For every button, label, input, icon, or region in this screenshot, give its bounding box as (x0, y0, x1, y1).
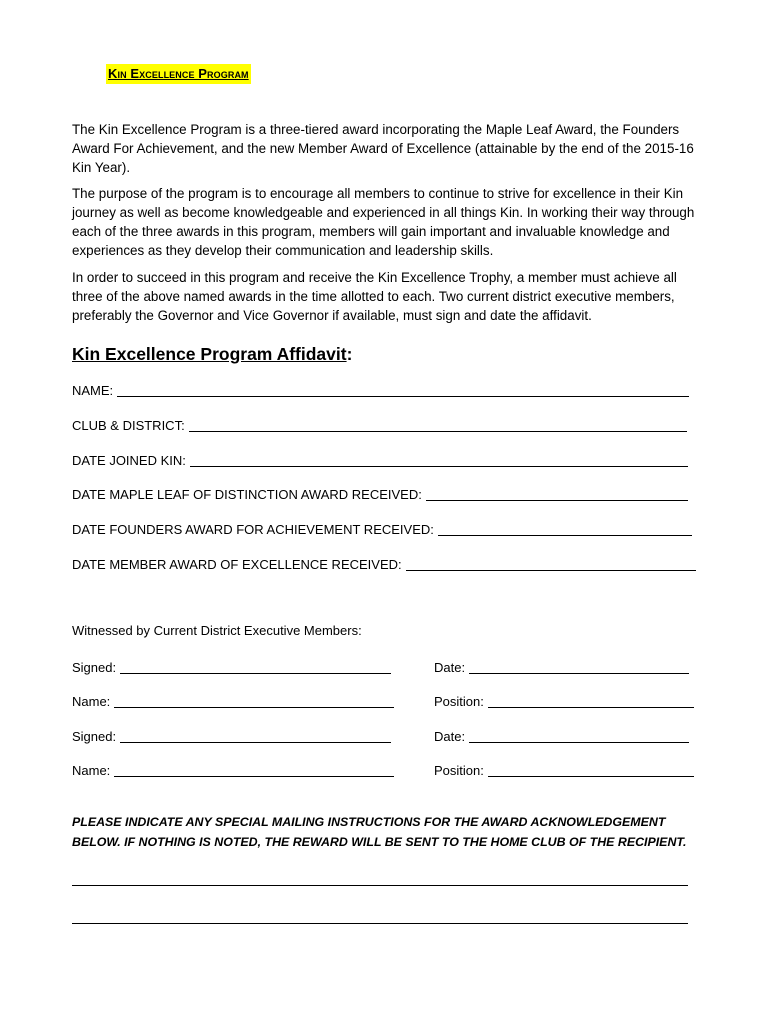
affidavit-title (72, 342, 352, 366)
witness2-position-line[interactable] (488, 764, 694, 777)
club-district-field (72, 415, 687, 435)
member-award-date-field (72, 554, 696, 574)
club-district-field-label: CLUB & DISTRICT: (72, 418, 185, 433)
witness2-date-label: Date: (434, 729, 466, 744)
witness1-date-line[interactable] (469, 661, 689, 674)
affidavit-title-colon: : (346, 344, 353, 364)
name-field-label: NAME: (72, 383, 114, 398)
witness2-signed-label: Signed: (72, 729, 117, 744)
witness2-name-label: Name: (72, 763, 111, 778)
maple-leaf-date-field-line[interactable] (426, 488, 688, 501)
name-field (72, 380, 689, 400)
mailing-instructions-notice: PLEASE INDICATE ANY SPECIAL MAILING INSTRUCTIONS FOR THE AWARD ACKNOWLEDGEMENT BELOW. IF NOTHING IS NOTED, THE REWARD WILL BE SENT TO THE HOME CLUB OF THE RECIPIENT. (72, 815, 687, 849)
mailing-instructions-line-2[interactable] (72, 923, 688, 924)
witness1-date-field (434, 657, 689, 677)
witness1-name-field (72, 691, 394, 711)
club-district-field-line[interactable] (189, 419, 687, 432)
witness2-date-line[interactable] (469, 730, 689, 743)
witness1-date-label: Date: (434, 660, 466, 675)
affidavit-title-text: Kin Excellence Program Affidavit (72, 344, 347, 364)
witness2-position-label: Position: (434, 763, 484, 778)
witness1-signed-field (72, 657, 391, 677)
maple-leaf-date-field (72, 484, 688, 504)
maple-leaf-date-field-label: DATE MAPLE LEAF OF DISTINCTION AWARD RECEIVED: (72, 487, 422, 502)
witness2-signed-field (72, 726, 391, 746)
date-joined-field-label: DATE JOINED KIN: (72, 453, 186, 468)
witness1-position-label: Position: (434, 694, 484, 709)
witness1-signed-label: Signed: (72, 660, 117, 675)
founders-award-date-field-label: DATE FOUNDERS AWARD FOR ACHIEVEMENT RECEIVED: (72, 522, 434, 537)
date-joined-field (72, 450, 688, 470)
founders-award-date-field-line[interactable] (438, 523, 692, 536)
witness2-name-line[interactable] (114, 764, 394, 777)
witness1-position-field (434, 691, 694, 711)
witness1-position-line[interactable] (488, 695, 694, 708)
witness2-date-field (434, 726, 689, 746)
intro-paragraph: The Kin Excellence Program is a three-tiered award incorporating the Maple Leaf Award, the Founders Award For Achievement, and the new Member Award of Excellence (attainable by the end of the 2015-16 Kin Year). (72, 122, 694, 175)
mailing-instructions-line-1[interactable] (72, 885, 688, 886)
witness2-name-field (72, 760, 394, 780)
member-award-date-field-label: DATE MEMBER AWARD OF EXCELLENCE RECEIVED: (72, 557, 402, 572)
witness1-name-line[interactable] (114, 695, 394, 708)
member-award-date-field-line[interactable] (406, 558, 696, 571)
requirements-paragraph: In order to succeed in this program and receive the Kin Excellence Trophy, a member must achieve all three of the above named awards in the time allotted to each. Two current district executive members, preferably the Governor and Vice Governor if available, must sign and date the affidavit. (72, 270, 677, 323)
purpose-paragraph: The purpose of the program is to encourage all members to continue to strive for excellence in their Kin journey as well as become knowledgeable and experienced in all things Kin. In working their way through each of the three awards in this program, members will gain important and invaluable knowledge and experiences as they develop their communication and leadership skills. (72, 186, 695, 258)
witness2-position-field (434, 760, 694, 780)
name-field-line[interactable] (117, 384, 689, 397)
witness2-signed-line[interactable] (120, 730, 391, 743)
page-heading: Kin Excellence Program (106, 64, 251, 84)
founders-award-date-field (72, 519, 692, 539)
witness-intro: Witnessed by Current District Executive Members: (72, 623, 362, 638)
witness1-signed-line[interactable] (120, 661, 391, 674)
date-joined-field-line[interactable] (190, 454, 688, 467)
witness1-name-label: Name: (72, 694, 111, 709)
